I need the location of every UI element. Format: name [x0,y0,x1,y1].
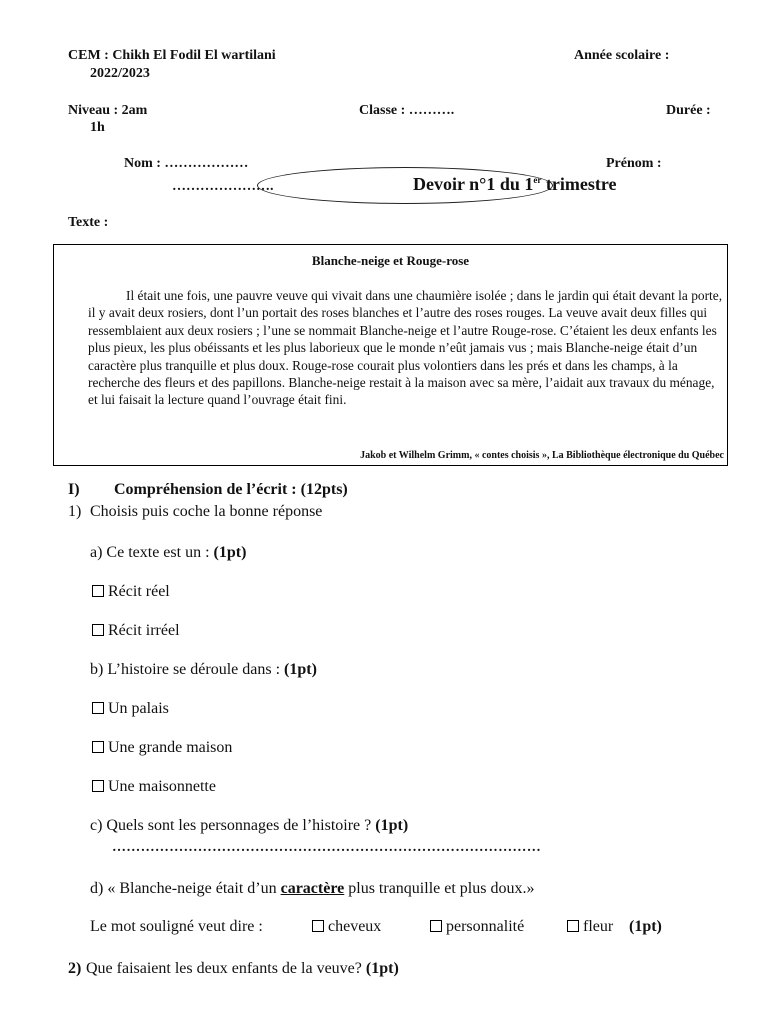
answer-dots-c[interactable]: ……………………………………………………………………………… [112,840,541,855]
question-c: c) Quels sont les personnages de l’histoire ? (1pt) [90,817,409,834]
texte-label: Texte : [68,215,109,230]
section-title: Compréhension de l’écrit : (12pts) [114,481,348,498]
prenom-label: Prénom : [606,156,662,171]
question-d: d) « Blanche-neige était d’un caractère plus tranquille et plus doux.» [90,880,535,897]
checkbox-icon[interactable] [312,920,324,932]
duration-label: Durée : [666,103,711,118]
section-number: I) [68,481,80,498]
underlined-word: caractère [280,880,345,897]
passage-source: Jakob et Wilhelm Grimm, « contes choisis », La Bibliothèque électronique du Québec [360,450,724,461]
passage-text: Il était une fois, une pauvre veuve qui vivait dans une chaumière isolée ; dans le jardin qui était devant la porte, il y avait deux rosiers, dont l’un portait des roses blanches et l’autre des roses rouges. La veuve avait deux filles qui ressemblaient aux deux rosiers ; l’une se nommait Blanche-neige et l’autre Rouge-rose. C’étaient les deux enfants les plus pieux, les plus obéissants et les plus laborieux que le monde n’eût jamais vus ; mais Blanche-neige était d’un caractère plus tranquille et plus doux. Rouge-rose courait plus volontiers dans les prés et dans les champs, à la recherche des fleurs et des papillons. Blanche-neige restait à la maison avec sa mère, l’aidait aux travaux du ménage, et lui faisait la lecture quand l’ouvrage était fini. [88,288,723,408]
checkbox-icon[interactable] [92,741,104,753]
question-1-number: 1) [68,503,82,520]
checkbox-icon[interactable] [92,585,104,597]
prenom-dots: …………………. [172,179,274,194]
option-recit-irreel[interactable]: Récit irréel [92,622,180,640]
option-fleur[interactable]: fleur [567,918,613,936]
duration-value: 1h [90,120,105,135]
option-personnalite[interactable]: personnalité [430,918,524,936]
school-year-value: 2022/2023 [90,66,150,81]
class-label: Classe : ………. [359,103,455,118]
option-recit-reel[interactable]: Récit réel [92,583,170,601]
checkbox-icon[interactable] [92,780,104,792]
option-cheveux[interactable]: cheveux [312,918,381,936]
question-2: Que faisaient les deux enfants de la veuve? (1pt) [86,960,399,977]
checkbox-icon[interactable] [567,920,579,932]
meaning-label: Le mot souligné veut dire : [90,918,263,935]
option-palais[interactable]: Un palais [92,700,169,718]
question-b: b) L’histoire se déroule dans : (1pt) [90,661,317,678]
nom-field: Nom : ……………… [124,156,249,171]
level-label: Niveau : 2am [68,103,148,118]
school-name: CEM : Chikh El Fodil El wartilani [68,48,276,63]
passage-box [53,244,728,466]
school-year-label: Année scolaire : [574,48,670,63]
question-a: a) Ce texte est un : (1pt) [90,544,247,561]
checkbox-icon[interactable] [430,920,442,932]
checkbox-icon[interactable] [92,702,104,714]
option-maisonnette[interactable]: Une maisonnette [92,778,216,796]
question-1-text: Choisis puis coche la bonne réponse [90,503,323,520]
option-grande-maison[interactable]: Une grande maison [92,739,232,757]
exam-title: Devoir n°1 du 1er trimestre [413,174,617,194]
points-d: (1pt) [629,918,662,935]
passage-title: Blanche-neige et Rouge-rose [311,253,470,268]
checkbox-icon[interactable] [92,624,104,636]
question-2-number: 2) [68,960,82,977]
